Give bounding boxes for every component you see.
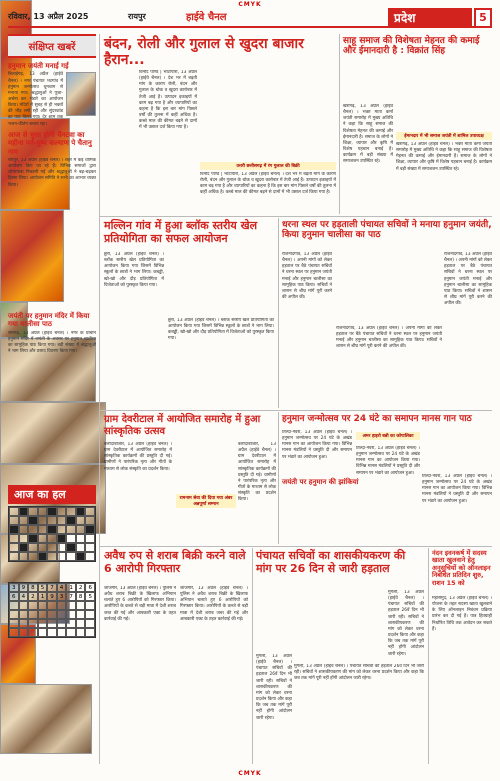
main-story-text: विनोद पाण्डे | भाटापारा, 13 अप्रैल (हाईवे चैनल) । देश भर में बढ़ती मांग के कारण रोली, बंदन और गुलाल के थोक व खुदरा कारोबार में तेजी आई है। उत्पादन इकाइयों में काम बढ़ गया है और व्यापारियों का कहना है कि इस बार मांग पिछले वर्षों की तुलना में कहीं अधिक है। कच्चे माल की कीमत बढ़ने से दामों में भी उछाल दर्ज किया गया है।	[139, 70, 197, 131]
nandan-text: महासमुंद, 13 अप्रैल (हाईवे चैनल) । योजना के तहत सदस्य खाता खुलवाने के लिए ऑनलाइन निबंधन प्रक्रिया प्रारंभ कर दी गई है। पात्र हितग्राही निर्धारित तिथि तक आवेदन कर सकते हैं।	[432, 596, 492, 632]
manas-headline: हनुमान जन्मोत्सव पर 24 घंटे का समापन मानस गान पाठ	[282, 414, 472, 424]
masthead	[8, 8, 492, 28]
section-title: प्रदेश	[388, 8, 472, 28]
strike-text: मुंगेली, 13 अप्रैल (हाईवे चैनल) । पंचायत सचिवों की हड़ताल 26वें दिन भी जारी रही। सचिवों ने शासकीयकरण की मांग को लेकर धरना प्रदर्शन किया और कहा कि जब तक मांगें पूरी नहीं होंगी आंदोलन जारी रहेगा।	[294, 664, 424, 682]
channel-name: हाईवे चैनल	[186, 12, 227, 23]
manas-subheading: अमर हाइरो बन्नी का कोपालिका	[356, 432, 420, 440]
cmyk-mark-top: CMYK	[238, 1, 262, 8]
competition-text: छुरा, 13 अप्रैल (हाईवे चैनल) । ब्लॉक स्तरीय खेल प्रतियोगिता का आयोजन किया गया जिसमें विभिन्न स्कूलों के छात्रों ने भाग लिया। कबड्डी, खो-खो और दौड़ प्रतियोगिता में विजेताओं को पुरस्कृत किया गया।	[104, 252, 164, 288]
manas-text-continued: तिल्दा-नेवरा, 13 अप्रैल (हाईवे चैनल) । हनुमान जन्मोत्सव पर 24 घंटे के अखंड मानस गान का आयोजन किया गया। विभिन्न मानस मंडलियों ने प्रस्तुति दी और समापन पर भंडारे का आयोजन हुआ।	[356, 446, 420, 476]
cultural-caption: रामनाम सेवा की दिया गया अंबर अन्नपूर्णा सम्मान	[176, 494, 236, 508]
briefs-column	[8, 34, 96, 764]
brief-text-3: सारंगढ़, 13 अप्रैल (हाईवे चैनल) । नगर के प्राचीन हनुमान मंदिर में जयंती के अवसर पर हनुमान चालीसा का सामूहिक पाठ किया गया। बड़ी संख्या में श्रद्धालुओं ने भाग लिया और प्रसाद वितरण किया गया।	[8, 330, 96, 355]
cultural-text: बलौदाबाजार, 13 अप्रैल (हाईवे चैनल) । ग्राम देवरीटाल में आयोजित समारोह में सांस्कृतिक कार्यक्रमों की प्रस्तुति दी गई। ग्रामीणों ने पारंपरिक नृत्य और गीतों के माध्यम से लोक संस्कृति का प्रदर्शन किया।	[104, 442, 172, 472]
liquor-headline: अवैध रुप से शराब बिक्री करने वाले 6 आरोपी गिरफ्तार	[104, 549, 246, 575]
competition-headline: मल्लिन गांव में हुआ ब्लॉक स्तरीय खेल प्रतियोगिता का सफल आयोजन	[104, 219, 258, 245]
strike-text-left: मुंगेली, 13 अप्रैल (हाईवे चैनल) । पंचायत सचिवों की हड़ताल 26वें दिन भी जारी रही। सचिवों ने शासकीयकरण की मांग को लेकर धरना प्रदर्शन किया और कहा कि जब तक मांगें पूरी नहीं होंगी आंदोलन जारी रहेगा।	[256, 654, 292, 721]
main-headline: बंदन, रोली और गुलाल से खुदरा बाजार हैरान...	[104, 36, 304, 69]
sudoku-grid: 3 9 8 5 7 4 1 2 6 6 4 2 1 9 3 7 8 5	[8, 582, 96, 638]
strike-text-right: मुंगेली, 13 अप्रैल (हाईवे चैनल) । पंचायत सचिवों की हड़ताल 26वें दिन भी जारी रही। सचिवों ने शासकीयकरण की मांग को लेकर धरना प्रदर्शन किया और कहा कि जब तक मांगें पूरी नहीं होंगी आंदोलन जारी रहेगा।	[388, 590, 424, 657]
manas-subheading-2: जयंती पर हनुमान की झांकियां	[282, 478, 359, 486]
nandan-headline: नंदन इवनकर्ष में सदस्य खाता खुलवाने हेतु अनुसूचियों को ऑनलाइन निबंधित प्रतिदिन शुरु, राशन 15 को	[432, 549, 491, 587]
dharna-headline: धरना स्थल पर हड़ताली पंचायत सचिवों ने मनाया हनुमान जयंती, किया हनुमान चालीसा का पाठ	[282, 220, 492, 241]
manas-text-right: तिल्दा-नेवरा, 13 अप्रैल (हाईवे चैनल) । हनुमान जन्मोत्सव पर 24 घंटे के अखंड मानस गान का आयोजन किया गया। विभिन्न मानस मंडलियों ने प्रस्तुति दी और समापन पर भंडारे का आयोजन हुआ।	[422, 474, 492, 504]
sahu-text: खैरागढ़, 13 अप्रैल (हाईवे चैनल) । भक्त माता कर्मा जयंती समारोह में मुख्य अतिथि ने कहा कि साहू समाज की विशेषता मेहनत की कमाई और ईमानदारी है। समाज के लोगों ने शिक्षा, व्यापार और कृषि में विशेष पहचान बनाई है। कार्यक्रम में बड़ी संख्या में समाजजन उपस्थित रहे।	[343, 104, 393, 165]
edition-city: रायपुर	[128, 12, 146, 21]
issue-date: रविवार, 13 अप्रैल 2025	[8, 12, 89, 21]
cmyk-mark-bottom: CMYK	[238, 770, 262, 777]
sahu-text-continued: खैरागढ़, 13 अप्रैल (हाईवे चैनल) । भक्त माता कर्मा जयंती समारोह में मुख्य अतिथि ने कहा कि साहू समाज की विशेषता मेहनत की कमाई और ईमानदारी है। समाज के लोगों ने शिक्षा, व्यापार और कृषि में विशेष पहचान बनाई है। कार्यक्रम में बड़ी संख्या में समाजजन उपस्थित रहे।	[396, 142, 492, 172]
main-photo-caption: उत्तरी छत्तीसगढ़ में रंग गुलाल की बिक्री	[200, 162, 336, 170]
liquor-text: जांजगीर, 13 अप्रैल (हाईवे चैनल) । पुलिस ने अवैध शराब बिक्री के खिलाफ अभियान चलाते हुए 6 आरोपियों को गिरफ्तार किया। आरोपियों के कब्जे से बड़ी मात्रा में देशी शराब जब्त की गई और आबकारी एक्ट के तहत कार्रवाई की गई।	[104, 586, 176, 622]
brief-photo-1	[66, 72, 96, 116]
manas-text: तिल्दा-नेवरा, 13 अप्रैल (हाईवे चैनल) । हनुमान जन्मोत्सव पर 24 घंटे के अखंड मानस गान का आयोजन किया गया। विभिन्न मानस मंडलियों ने प्रस्तुति दी और समापन पर भंडारे का आयोजन हुआ।	[282, 430, 352, 460]
dharna-text: राजनांदगांव, 13 अप्रैल (हाईवे चैनल) । अपनी मांगों को लेकर हड़ताल पर बैठे पंचायत सचिवों ने धरना स्थल पर हनुमान जयंती मनाई और हनुमान चालीसा का सामूहिक पाठ किया। सचिवों ने शासन से शीघ्र मांगें पूरी करने की अपील की।	[282, 252, 332, 301]
sahu-headline: साहू समाज की विशेषता मेहनत की कमाई और ईमानदारी है : विक्रांत सिंह	[343, 36, 480, 57]
brief-text-1: बिलाईगढ़, 13 अप्रैल (हाईवे चैनल) । नगर पंचायत भटगांव में हनुमान जन्मोत्सव धूमधाम से मनाया गया। श्रद्धालुओं ने पूजा-अर्चना कर भंडारे का आयोजन किया। मंदिरों में सुबह से ही भक्तों की भीड़ लगी रही और सुंदरकांड का पाठ किया गया। देर शाम तक भजन-कीर्तन चलता रहा।	[8, 72, 63, 127]
briefs-heading: संक्षिप्त खबरें	[8, 34, 96, 58]
brief-title-3: जयंती पर हनुमान मंदिर में किया गया चालीसा पाठ	[8, 311, 90, 329]
quiz-heading: आज का हल	[8, 485, 96, 504]
brief-title-1: हनुमान जयंती मनाई गई	[8, 62, 69, 70]
dharna-text-continued: राजनांदगांव, 13 अप्रैल (हाईवे चैनल) । अपनी मांगों को लेकर हड़ताल पर बैठे पंचायत सचिवों ने धरना स्थल पर हनुमान जयंती मनाई और हनुमान चालीसा का सामूहिक पाठ किया। सचिवों ने शासन से शीघ्र मांगें पूरी करने की अपील की।	[336, 326, 442, 350]
crossword-grid	[8, 506, 96, 562]
sahu-photo-caption: ईमानदार में भी समाज जयंती में शामिल उपाध्यक्ष	[396, 132, 492, 140]
cultural-headline: ग्राम देवरीटाल में आयोजित समारोह में हुआ सांस्कृतिक उत्सव	[104, 414, 261, 437]
brief-text-2: रायपुर, 13 अप्रैल (हाईवे चैनल) । शहर में कई धार्मिक आयोजन किए जा रहे हैं। विभिन्न समाजों द्वारा शोभायात्रा निकाली गई और श्रद्धालुओं ने बढ़-चढ़कर हिस्सा लिया। आयोजन समिति ने सभी का आभार व्यक्त किया।	[8, 157, 96, 188]
liquor-text-continued: जांजगीर, 13 अप्रैल (हाईवे चैनल) । पुलिस ने अवैध शराब बिक्री के खिलाफ अभियान चलाते हुए 6 आरोपियों को गिरफ्तार किया। आरोपियों के कब्जे से बड़ी मात्रा में देशी शराब जब्त की गई और आबकारी एक्ट के तहत कार्रवाई की गई।	[180, 586, 248, 622]
brief-title-2: आज से चुस्त होगी चैनटवा का महीना पर्व-पुष्प कल्याण पे चैतानु नाम	[8, 130, 92, 156]
dharna-text-right: राजनांदगांव, 13 अप्रैल (हाईवे चैनल) । अपनी मांगों को लेकर हड़ताल पर बैठे पंचायत सचिवों ने धरना स्थल पर हनुमान जयंती मनाई और हनुमान चालीसा का सामूहिक पाठ किया। सचिवों ने शासन से शीघ्र मांगें पूरी करने की अपील की।	[444, 252, 492, 307]
strike-headline: पंचायत सचिवों का शासकीयकरण की मांग पर 26 दिन से जारी हड़ताल	[256, 549, 406, 575]
competition-text-continued: छुरा, 13 अप्रैल (हाईवे चैनल) । ब्लॉक स्तरीय खेल प्रतियोगिता का आयोजन किया गया जिसमें विभिन्न स्कूलों के छात्रों ने भाग लिया। कबड्डी, खो-खो और दौड़ प्रतियोगिता में विजेताओं को पुरस्कृत किया गया।	[168, 318, 274, 342]
main-story-continued: विनोद पाण्डे | भाटापारा, 13 अप्रैल (हाईवे चैनल) । देश भर में बढ़ती मांग के कारण रोली, बंदन और गुलाल के थोक व खुदरा कारोबार में तेजी आई है। उत्पादन इकाइयों में काम बढ़ गया है और व्यापारियों का कहना है कि इस बार मांग पिछले वर्षों की तुलना में कहीं अधिक है। कच्चे माल की कीमत बढ़ने से दामों में भी उछाल दर्ज किया गया है।	[200, 172, 336, 196]
page-number: 5	[474, 8, 492, 28]
cultural-text-right: बलौदाबाजार, 13 अप्रैल (हाईवे चैनल) । ग्राम देवरीटाल में आयोजित समारोह में सांस्कृतिक कार्यक्रमों की प्रस्तुति दी गई। ग्रामीणों ने पारंपरिक नृत्य और गीतों के माध्यम से लोक संस्कृति का प्रदर्शन किया।	[238, 442, 276, 503]
